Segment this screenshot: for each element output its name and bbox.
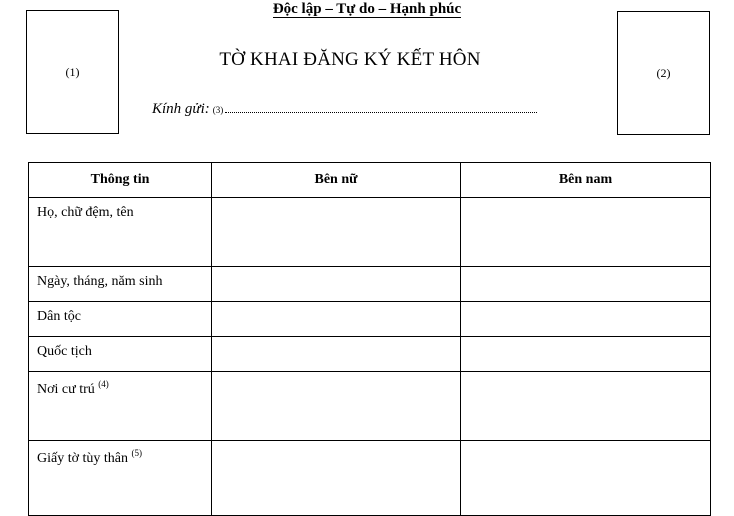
table-row xyxy=(29,441,711,516)
row-note: (4) xyxy=(98,379,109,389)
male-nationality-cell[interactable] xyxy=(461,337,711,372)
female-birth-date-cell[interactable] xyxy=(212,267,461,302)
column-header-info: Thông tin xyxy=(29,163,212,198)
column-header-male: Bên nam xyxy=(461,163,711,198)
table-row xyxy=(29,302,711,337)
photo-left-label: (1) xyxy=(65,64,80,79)
table-row xyxy=(29,337,711,372)
row-label-text: Giấy tờ tùy thân xyxy=(37,451,128,466)
motto-text: Độc lập – Tự do – Hạnh phúc xyxy=(272,1,462,17)
photo-box-left xyxy=(26,10,119,134)
recipient-field[interactable] xyxy=(225,98,537,113)
male-full-name-cell[interactable] xyxy=(461,198,711,267)
male-residence-cell[interactable] xyxy=(461,372,711,441)
form-title: TỜ KHAI ĐĂNG KÝ KẾT HÔN xyxy=(219,49,481,70)
row-label-nationality xyxy=(29,337,212,372)
male-birth-date-cell[interactable] xyxy=(461,267,711,302)
table-row xyxy=(29,372,711,441)
row-label-text: Họ, chữ đệm, tên xyxy=(37,205,134,220)
photo-right-label: (2) xyxy=(656,65,671,80)
registration-table xyxy=(28,162,711,516)
table-row xyxy=(29,198,711,267)
table-row xyxy=(29,267,711,302)
photo-box-right xyxy=(617,11,710,135)
female-ethnicity-cell[interactable] xyxy=(212,302,461,337)
female-residence-cell[interactable] xyxy=(212,372,461,441)
row-label-text: Ngày, tháng, năm sinh xyxy=(37,274,163,289)
row-label-full-name xyxy=(29,198,212,267)
column-header-female: Bên nữ xyxy=(212,163,461,198)
row-label-id-papers xyxy=(29,441,212,516)
recipient-line xyxy=(152,98,537,118)
male-ethnicity-cell[interactable] xyxy=(461,302,711,337)
table-header-row xyxy=(29,163,711,198)
row-label-birth-date xyxy=(29,267,212,302)
female-nationality-cell[interactable] xyxy=(212,337,461,372)
female-id-papers-cell[interactable] xyxy=(212,441,461,516)
row-label-text: Dân tộc xyxy=(37,309,81,324)
male-id-papers-cell[interactable] xyxy=(461,441,711,516)
row-label-ethnicity xyxy=(29,302,212,337)
recipient-label: Kính gửi: xyxy=(152,101,210,117)
recipient-note: (3) xyxy=(212,105,224,115)
row-label-text: Quốc tịch xyxy=(37,344,92,359)
row-note: (5) xyxy=(131,448,142,458)
female-full-name-cell[interactable] xyxy=(212,198,461,267)
row-label-text: Nơi cư trú xyxy=(37,382,95,397)
row-label-residence xyxy=(29,372,212,441)
